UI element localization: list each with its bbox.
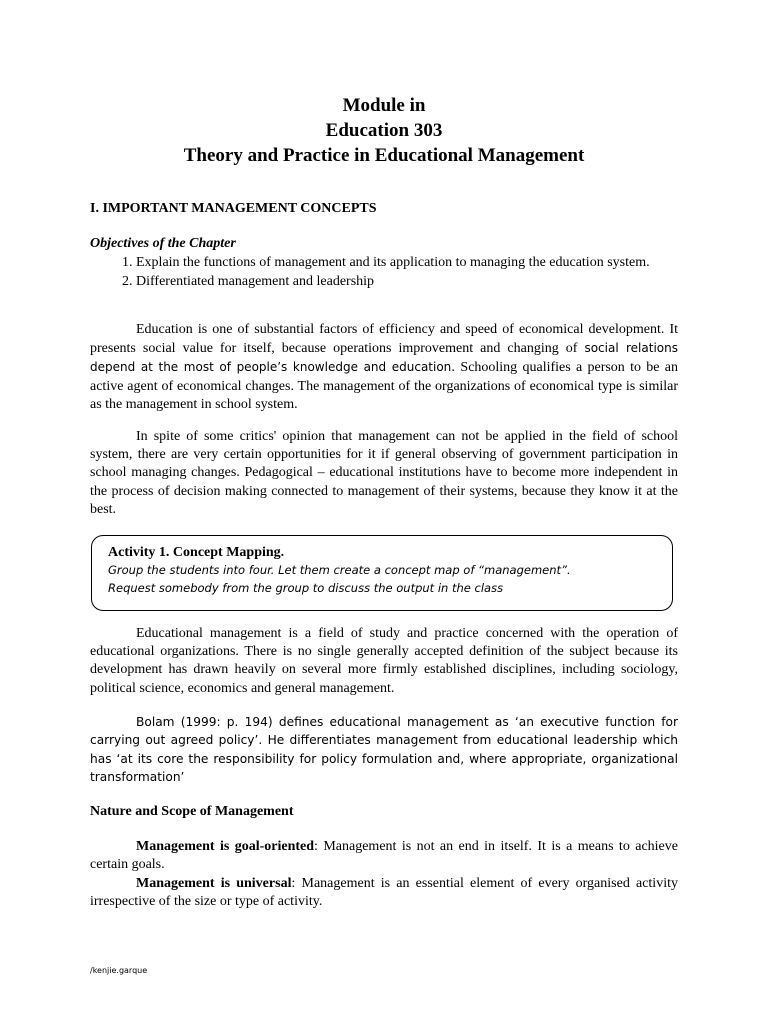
title-line-2: Education 303 [325, 120, 443, 141]
objective-item: 1. Explain the functions of management and its application to managing the education system. [136, 253, 696, 272]
title-line-1: Module in [342, 95, 426, 116]
objectives-list [90, 253, 696, 291]
activity-instruction: Request somebody from the group to discuss the output in the class [108, 581, 504, 595]
document-title [0, 93, 768, 168]
activity-instruction: Group the students into four. Let them create a concept map of “management”. [108, 563, 571, 577]
activity-box [91, 535, 673, 611]
objective-item: 2. Differentiated management and leadership [136, 272, 696, 291]
paragraph-universal [90, 875, 678, 911]
activity-title: Activity 1. Concept Mapping. [108, 545, 285, 560]
section-heading: I. IMPORTANT MANAGEMENT CONCEPTS [90, 201, 377, 216]
term-text: : Management is not an end in itself. It is a means to achieve certain goals. [90, 839, 678, 873]
nature-heading: Nature and Scope of Management [90, 804, 294, 819]
objectives-heading: Objectives of the Chapter [90, 236, 236, 251]
paragraph-bolam: Bolam (1999: p. 194) defines educational management as ‘an executive function for carrying out agreed policy’. He differentiates management from educational leadership which has ‘at its core the responsibility for policy formulation and, where appropriate, organizational transformation’ [90, 715, 678, 784]
title-line-3: Theory and Practice in Educational Management [183, 145, 585, 166]
paragraph-text: Schooling qualifies a person to be an active agent of economical changes. The management of the organizations of economical type is similar as the management in school system. [90, 360, 679, 412]
term-text: : Management is an essential element of every organised activity irrespective of the size or type of activity. [90, 876, 678, 910]
paragraph-education [90, 321, 678, 414]
paragraph-goal-oriented [90, 838, 678, 874]
paragraph-educational-management: Educational management is a field of study and practice concerned with the operation of educational organizations. There is no single generally accepted definition of the subject because its development has drawn heavily on several more firmly established disciplines, including sociology, political science, economics and general management. [90, 626, 678, 696]
term-label: Management is goal-oriented [136, 839, 315, 854]
term-label: Management is universal [136, 876, 292, 891]
paragraph-critics: In spite of some critics' opinion that management can not be applied in the field of school system, there are very certain opportunities for it if general observing of government participation in school managing changes. Pedagogical – educational institutions have to become more independent in the process of decision making connected to management of their systems, because they know it at the best. [90, 429, 678, 517]
paragraph-text: Education is one of substantial factors of efficiency and speed of economical development. It presents social value for itself, because operations improvement and changing of [90, 322, 678, 357]
footer-author: /kenjie.garque [90, 966, 148, 975]
paragraph-text: social relations depend at the most of people’s knowledge and education. [90, 341, 678, 375]
